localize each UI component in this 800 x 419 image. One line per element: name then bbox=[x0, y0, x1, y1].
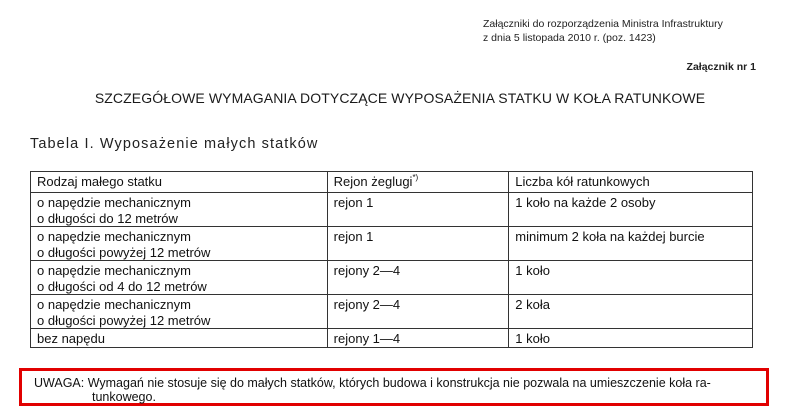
cell-count: 1 koło na każde 2 osoby bbox=[509, 193, 753, 227]
regulation-header-line2: z dnia 5 listopada 2010 r. (poz. 1423) bbox=[483, 32, 656, 44]
vessel-type-line1: o napędzie mechanicznym bbox=[37, 297, 191, 312]
cell-vessel-type: bez napędu bbox=[31, 329, 328, 348]
note-line2: tunkowego. bbox=[92, 390, 156, 404]
column-header-count: Liczba kół ratunkowych bbox=[509, 172, 753, 193]
table-caption: Tabela I. Wyposażenie małych statków bbox=[30, 136, 319, 152]
cell-count: 1 koło bbox=[509, 329, 753, 348]
vessel-type-line2: o długości do 12 metrów bbox=[37, 210, 178, 226]
footnote-marker: *) bbox=[412, 173, 419, 182]
cell-region: rejon 1 bbox=[327, 227, 509, 261]
cell-region: rejony 2—4 bbox=[327, 261, 509, 295]
column-header-region-label: Rejon żeglugi bbox=[333, 174, 413, 189]
vessel-type-line1: o napędzie mechanicznym bbox=[37, 229, 191, 244]
vessel-type-line2: o długości powyżej 12 metrów bbox=[37, 312, 211, 328]
cell-count: minimum 2 koła na każdej burcie bbox=[509, 227, 753, 261]
vessel-type-line1: o napędzie mechanicznym bbox=[37, 263, 191, 278]
cell-vessel-type bbox=[31, 295, 328, 329]
cell-count: 2 koła bbox=[509, 295, 753, 329]
regulation-header bbox=[483, 17, 783, 45]
note-text bbox=[34, 376, 759, 404]
column-header-region bbox=[327, 172, 509, 193]
table-row bbox=[31, 193, 753, 227]
cell-vessel-type bbox=[31, 227, 328, 261]
table-row bbox=[31, 261, 753, 295]
table-row bbox=[31, 329, 753, 348]
note-line1: UWAGA: Wymagań nie stosuje się do małych statków, których budowa i konstrukcja nie pozwala na umieszczenie koła ra- bbox=[34, 376, 711, 390]
cell-region: rejony 2—4 bbox=[327, 295, 509, 329]
page-title: SZCZEGÓŁOWE WYMAGANIA DOTYCZĄCE WYPOSAŻENIA STATKU W KOŁA RATUNKOWE bbox=[94, 90, 706, 106]
cell-vessel-type bbox=[31, 261, 328, 295]
cell-region: rejon 1 bbox=[327, 193, 509, 227]
vessel-type-line1: o napędzie mechanicznym bbox=[37, 195, 191, 210]
table-header-row bbox=[31, 172, 753, 193]
table-row bbox=[31, 295, 753, 329]
cell-vessel-type bbox=[31, 193, 328, 227]
annex-label: Załącznik nr 1 bbox=[686, 61, 756, 73]
column-header-type: Rodzaj małego statku bbox=[31, 172, 328, 193]
cell-count: 1 koło bbox=[509, 261, 753, 295]
regulation-header-line1: Załączniki do rozporządzenia Ministra Infrastruktury bbox=[483, 18, 723, 30]
vessel-type-line2: o długości powyżej 12 metrów bbox=[37, 244, 211, 260]
equipment-table bbox=[30, 171, 753, 348]
vessel-type-line2: o długości od 4 do 12 metrów bbox=[37, 278, 207, 294]
cell-region: rejony 1—4 bbox=[327, 329, 509, 348]
note-highlight-box bbox=[19, 368, 769, 406]
table-row bbox=[31, 227, 753, 261]
